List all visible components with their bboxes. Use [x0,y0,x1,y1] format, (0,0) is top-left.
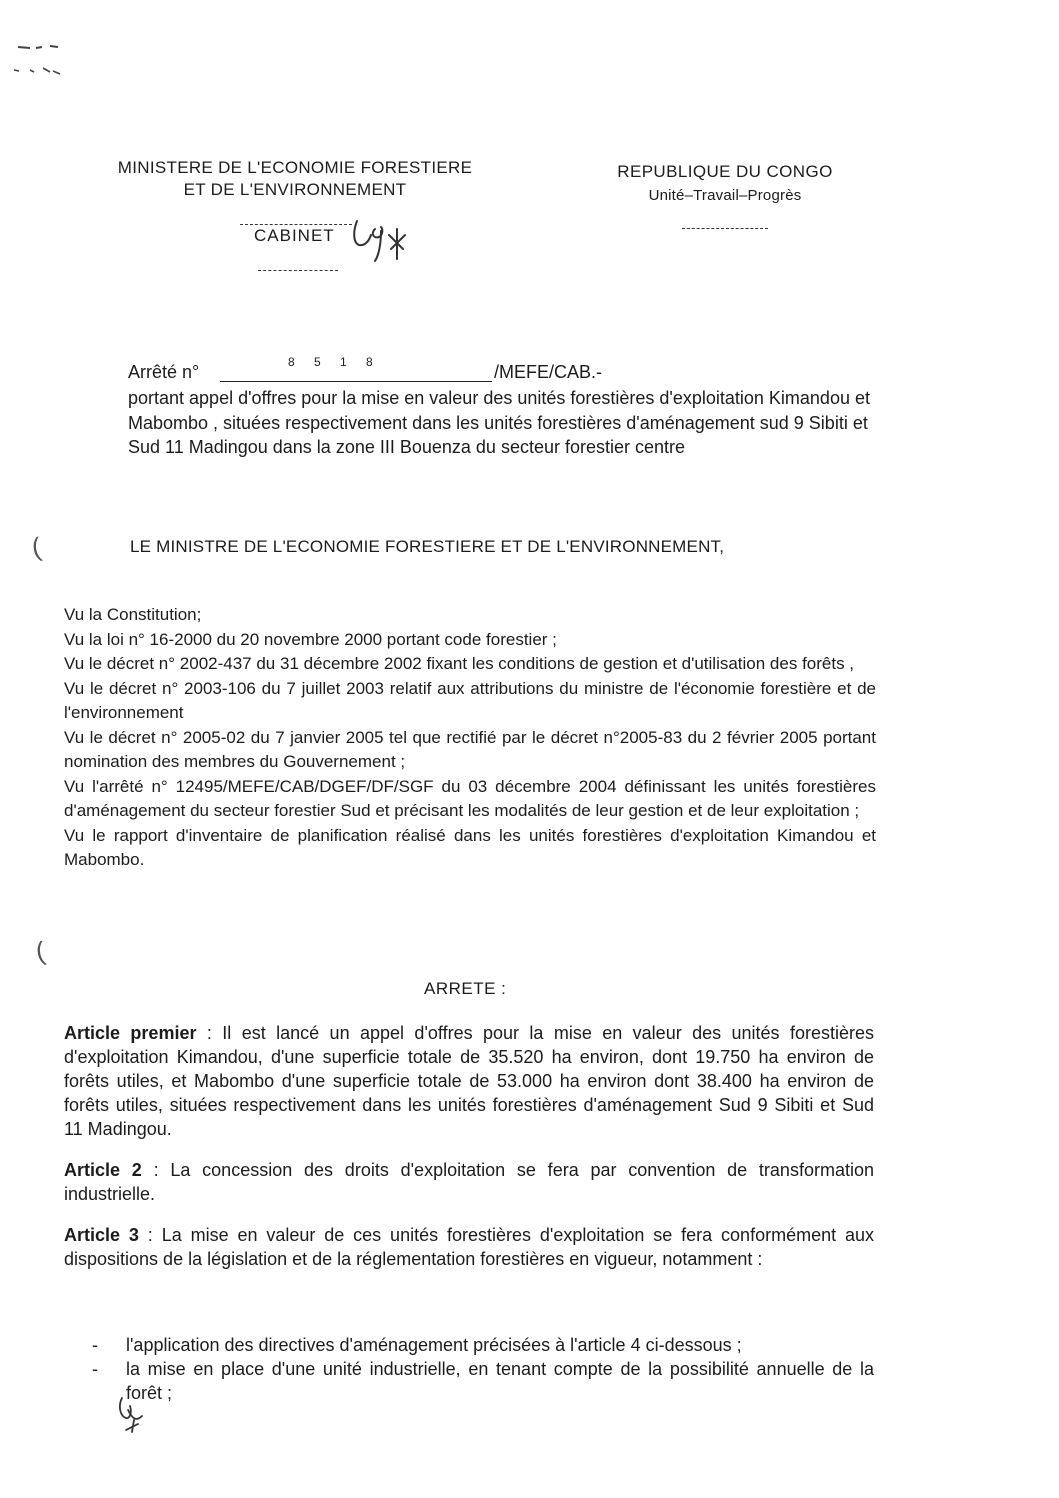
arrete-heading: ARRETE : [424,979,507,998]
bullet-text: l'application des directives d'aménagement précisées à l'article 4 ci-dessous ; [126,1335,742,1355]
visa-item: Vu l'arrêté n° 12495/MEFE/CAB/DGEF/DF/SGF du 03 décembre 2004 définissant les unités forestières d'aménagement du secteur forestier Sud et précisant les modalités de leur gestion et de leur exploitation ; [64,776,876,820]
scan-bracket-mark: ( [33,935,48,967]
arrete-number: 8 5 1 8 [288,355,381,369]
arrete-number-underline [220,381,492,382]
visa-item: Vu le rapport d'inventaire de planification réalisé dans les unités forestières d'exploitation Kimandou et Mabombo. [64,825,876,869]
republic-motto: Unité–Travail–Progrès [648,187,802,204]
arrete-suffix: /MEFE/CAB.- [494,362,603,382]
handwritten-paraph [112,1392,152,1437]
article-separator: : [196,1023,223,1043]
minister-title: LE MINISTRE DE L'ECONOMIE FORESTIERE ET DE L'ENVIRONNEMENT, [130,537,725,556]
visa-item: Vu la loi n° 16-2000 du 20 novembre 2000 portant code forestier ; [64,629,557,649]
cabinet-divider [258,258,338,276]
article-text: Il est lancé un appel d'offres pour la mise en valeur des unités forestières d'exploitation Kimandou, d'une superficie totale de 35.520 ha environ, dont 19.750 ha environ de forêts utiles, et Mabombo d'une superficie totale de 53.000 ha environ dont 38.400 ha environ de forêts utiles, situées respectivement dans les unités forestières d'aménagement Sud 9 Sibiti et Sud 11 Madingou. [64,1023,874,1139]
cabinet-label: CABINET [254,226,335,245]
article-label: Article 2 [64,1160,142,1180]
article-3 [64,1223,874,1271]
article-text: La mise en valeur de ces unités forestières d'exploitation se fera conformément aux dispositions de la législation et de la réglementation forestières en vigueur, notamment : [64,1225,874,1269]
arrete-label: Arrêté n° [128,362,200,382]
republic-name: REPUBLIQUE DU CONGO [617,162,833,181]
republic-header [590,160,860,236]
ministry-name-line2: ET DE L'ENVIRONNEMENT [183,180,407,199]
arrete-number-line [128,354,878,380]
scan-artifact-mark [10,40,70,85]
ministry-name-line1: MINISTERE DE L'ECONOMIE FORESTIERE [117,158,473,177]
list-item [92,1333,874,1357]
bullet-dash: - [92,1359,98,1379]
bullet-dash: - [92,1335,98,1355]
bullet-text: la mise en place d'une unité industrielle, en tenant compte de la possibilité annuelle de la forêt ; [126,1359,874,1403]
handwritten-initials [345,215,415,265]
ministry-header [80,157,510,201]
article-1 [64,1021,874,1141]
arrete-object: portant appel d'offres pour la mise en valeur des unités forestières d'exploitation Kimandou et Mabombo , situées respectivement dans les unités forestières d'aménagement sud 9 Sibiti et Sud 11 Madingou dans la zone III Bouenza du secteur forestier centre [128,388,870,457]
article-text: La concession des droits d'exploitation se fera par convention de transformation industrielle. [64,1160,874,1204]
article-3-bullets [92,1333,874,1405]
visa-item: Vu le décret n° 2002-437 du 31 décembre 2002 fixant les conditions de gestion et d'utilisation des forêts , [64,654,855,673]
article-label: Article 3 [64,1225,139,1245]
articles-section [64,1021,874,1288]
scan-bracket-mark: ( [29,531,44,563]
article-label: Article premier [64,1023,197,1043]
list-item [92,1357,874,1405]
article-2 [64,1158,874,1206]
article-separator: : [141,1160,171,1180]
arrete-header-block [128,354,878,460]
header-divider-right [590,212,860,236]
visas-list [64,603,876,873]
visa-item: Vu le décret n° 2005-02 du 7 janvier 2005 tel que rectifié par le décret n°2005-83 du 2 février 2005 portant nomination des membres du Gouvernement ; [64,727,876,771]
visa-item: Vu le décret n° 2003-106 du 7 juillet 2003 relatif aux attributions du ministre de l'économie forestière et de l'environnement [64,678,876,722]
visa-item: Vu la Constitution; [64,605,202,624]
article-separator: : [138,1225,162,1245]
